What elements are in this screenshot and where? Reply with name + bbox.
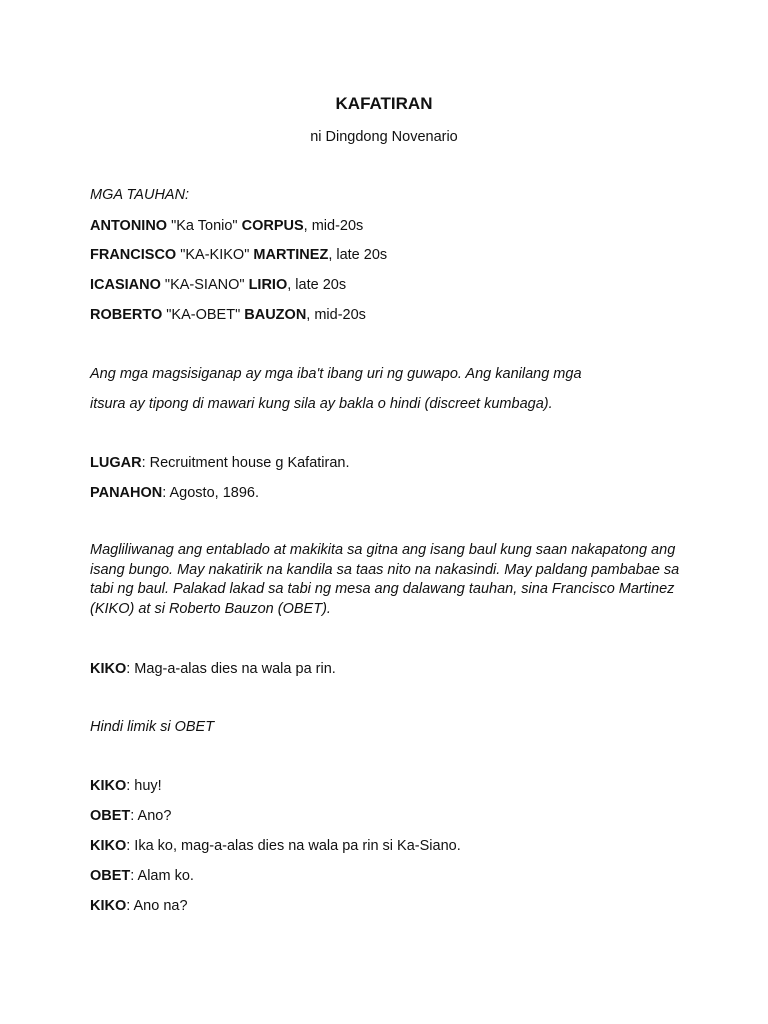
character-last-name: LIRIO <box>248 277 288 293</box>
character-nickname: "KA-KIKO" <box>176 247 254 263</box>
character-description: , late 20s <box>328 247 388 263</box>
character-last-name: BAUZON <box>244 307 307 323</box>
setting-place-label: LUGAR <box>90 455 142 471</box>
cast-note-line-1: Ang mga magsisiganap ay mga iba't ibang uri ng guwapo. Ang kanilang mga <box>90 366 582 382</box>
character-nickname: "Ka Tonio" <box>167 218 242 234</box>
setting-time-value: : Agosto, 1896. <box>162 485 259 501</box>
speaker-name: OBET <box>90 808 131 824</box>
character-line <box>90 246 387 264</box>
cast-note-line-2: itsura ay tipong di mawari kung sila ay bakla o hindi (discreet kumbaga). <box>90 396 553 412</box>
character-first-name: FRANCISCO <box>90 247 177 263</box>
character-line <box>90 276 346 294</box>
speaker-name: OBET <box>90 868 131 884</box>
dialogue-text: : Alam ko. <box>130 868 194 884</box>
setting-place-value: : Recruitment house g Kafatiran. <box>141 455 350 471</box>
dialogue-text: : Ano na? <box>126 898 188 914</box>
dialogue-line <box>90 837 461 855</box>
character-last-name: MARTINEZ <box>253 247 329 263</box>
speaker-name: KIKO <box>90 838 127 854</box>
speaker-name: KIKO <box>90 898 127 914</box>
character-line <box>90 217 363 235</box>
character-first-name: ROBERTO <box>90 307 163 323</box>
setting-time <box>90 484 259 502</box>
speaker-name: KIKO <box>90 778 127 794</box>
dialogue-line <box>90 867 194 885</box>
dialogue-line <box>90 660 336 678</box>
dialogue-line <box>90 777 162 795</box>
character-first-name: ANTONINO <box>90 218 168 234</box>
character-description: , mid-20s <box>303 218 364 234</box>
character-first-name: ICASIANO <box>90 277 161 293</box>
character-last-name: CORPUS <box>241 218 304 234</box>
stage-direction-short: Hindi limik si OBET <box>90 719 215 735</box>
stage-direction: Magliliwanag ang entablado at makikita sa gitna ang isang baul kung saan nakapatong ang isang bungo. May nakatirik na kandila sa taas nito na nakasindi. May paldang pambabae sa tabi ng baul. Palakad lakad sa tabi ng mesa ang dalawang tauhan, sina Francisco Martinez (KIKO) at si Roberto Bauzon (OBET). <box>90 542 680 617</box>
character-description: , mid-20s <box>306 307 366 323</box>
character-description: , late 20s <box>287 277 347 293</box>
author-line: ni Dingdong Novenario <box>310 129 458 145</box>
play-title: KAFATIRAN <box>335 94 433 113</box>
dialogue-text: : huy! <box>126 778 162 794</box>
character-nickname: "KA-OBET" <box>162 307 245 323</box>
dialogue-line <box>90 807 171 825</box>
dialogue-line <box>90 897 188 915</box>
characters-heading: MGA TAUHAN: <box>90 187 190 203</box>
dialogue-text: : Mag-a-alas dies na wala pa rin. <box>126 661 336 677</box>
setting-place <box>90 454 350 472</box>
dialogue-text: : Ika ko, mag-a-alas dies na wala pa rin si Ka-Siano. <box>126 838 461 854</box>
speaker-name: KIKO <box>90 661 127 677</box>
dialogue-text: : Ano? <box>130 808 172 824</box>
setting-time-label: PANAHON <box>90 485 163 501</box>
character-nickname: "KA-SIANO" <box>160 277 249 293</box>
character-line <box>90 306 366 324</box>
